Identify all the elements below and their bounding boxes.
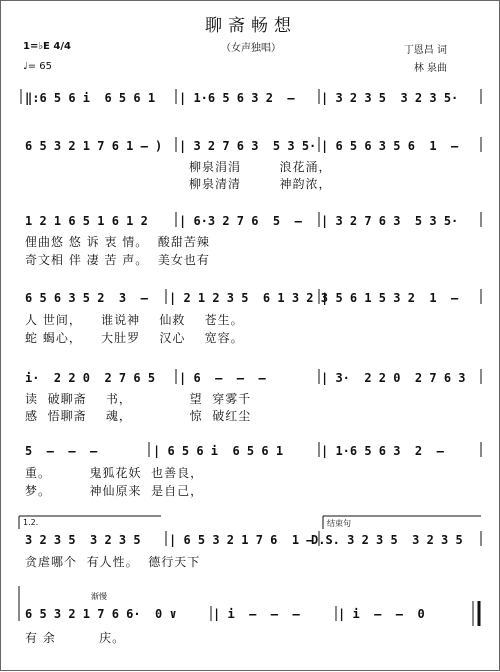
measure: ‖:6 5 6 i 6 5 6 1 bbox=[25, 91, 156, 105]
lyric-line: 蛇 蝎心， 大肚罗 汉心 宽容。 bbox=[25, 331, 244, 345]
lyric-line: 俚曲悠 悠 诉 衷 情。 酸甜苦辣 bbox=[25, 235, 210, 249]
measure: 6 5 6 3 5 2 3 – bbox=[25, 291, 148, 305]
measure: | 6·3 2 7 6 5 – bbox=[179, 214, 302, 228]
measure: | 3 2 7 6 3 5 3 5· bbox=[179, 139, 317, 153]
lyric-line: 柳泉清清 神韵浓， bbox=[189, 177, 332, 191]
measure: 6 5 3 2 1 7 6 6· 0 ∨ bbox=[25, 607, 177, 621]
key-signature: 1=♭E 4/4 bbox=[23, 41, 71, 52]
song-subtitle: （女声独唱） bbox=[221, 43, 281, 54]
measure: 1 2 1 6 5 1 6 1 2 bbox=[25, 214, 148, 228]
measure: | 2 1 2 3 5 6 1 3 2 3 bbox=[169, 291, 328, 305]
measure: | 6 5 6 i 6 5 6 1 bbox=[153, 444, 284, 458]
measure: | 6 – – – bbox=[179, 371, 266, 385]
lyric-line: 读 破聊斋 书， 望 穿雾千 bbox=[25, 392, 252, 406]
measure: | 3 2 7 6 3 5 3 5· bbox=[321, 214, 459, 228]
lyricist-credit: 丁恩昌 词 bbox=[403, 45, 447, 56]
volta-label: 1.2. bbox=[23, 518, 39, 527]
measure: | 6 5 3 2 1 7 6 1 – bbox=[169, 533, 314, 547]
measure: | 5 6 1 5 3 2 1 – bbox=[321, 291, 459, 305]
measure: | 1·6 5 6 3 2 – bbox=[179, 91, 295, 105]
composer-credit: 林 泉曲 bbox=[413, 63, 447, 74]
measure: | 1·6 5 6 3 2 – bbox=[321, 444, 444, 458]
measure: D.S. 3 2 3 5 3 2 3 5 bbox=[311, 533, 463, 547]
measure: | 6 5 6 3 5 6 1 – bbox=[321, 139, 459, 153]
lyric-line: 柳泉涓涓 浪花涌， bbox=[189, 160, 332, 174]
lyric-line: 贪虐哪个 有人性。 德行天下 bbox=[25, 555, 201, 569]
measure: 5 – – – bbox=[25, 444, 98, 458]
lyric-line: 重。 鬼狐花妖 也善良， bbox=[25, 466, 204, 480]
lyric-line: 有 余 庆。 bbox=[25, 631, 126, 645]
ritardando-mark: 渐慢 bbox=[91, 592, 107, 601]
song-title: 聊斋畅想 bbox=[205, 16, 297, 36]
lyric-line: 奇文相 伴 凄 苦 声。 美女也有 bbox=[25, 253, 210, 267]
measure: | 3· 2 2 0 2 7 6 3 bbox=[321, 371, 466, 385]
measure: 6 5 3 2 1 7 6 1 – ) bbox=[25, 139, 163, 153]
measure: | 3 2 3 5 3 2 3 5· bbox=[321, 91, 459, 105]
measure: | i – – – bbox=[213, 607, 300, 621]
measure: 3 2 3 5 3 2 3 5 bbox=[25, 533, 141, 547]
measure: i· 2 2 0 2 7 6 5 bbox=[25, 371, 156, 385]
lyric-line: 感 悟聊斋 魂， 惊 破红尘 bbox=[25, 409, 252, 423]
lyric-line: 人 世间， 谁说神 仙救 苍生。 bbox=[25, 313, 244, 327]
measure: | i – – 0 bbox=[338, 607, 425, 621]
coda-label: 结束句 bbox=[327, 519, 351, 528]
lyric-line: 梦。 神仙原来 是自己， bbox=[25, 484, 204, 498]
tempo-marking: ♩= 65 bbox=[23, 61, 52, 72]
